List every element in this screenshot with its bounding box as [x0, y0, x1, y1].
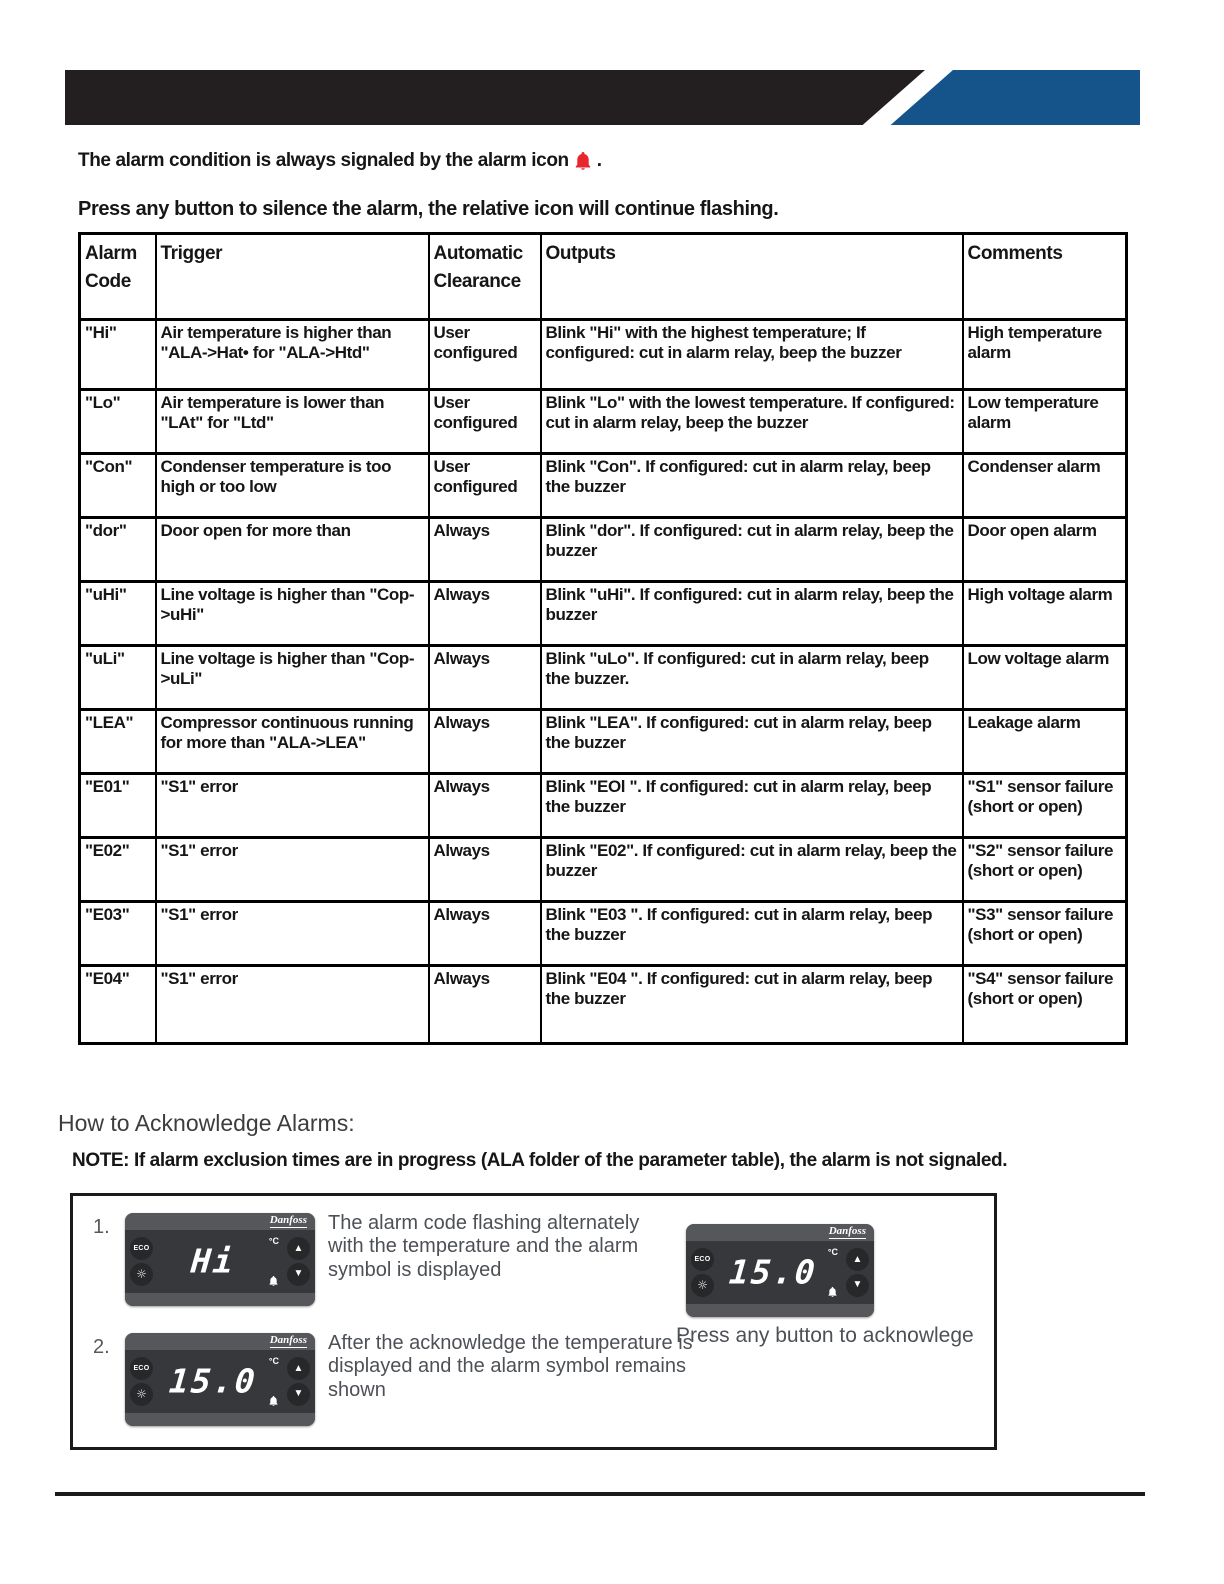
celsius-unit-label: °C: [268, 1236, 279, 1246]
table-row: [80, 646, 1127, 710]
col-header-comments: Comments: [963, 234, 1127, 320]
light-button: ☼: [691, 1274, 714, 1297]
seven-segment-display: [714, 1241, 846, 1304]
table-row: [80, 518, 1127, 582]
device-screen: [686, 1241, 874, 1304]
device-top-strip: [125, 1213, 315, 1230]
eco-button: ECO: [130, 1357, 153, 1380]
cell-trigger: Air temperature is lower than "LAt" for "Ltd": [156, 390, 429, 454]
intro-line: [78, 150, 602, 172]
note-bold: ALA: [486, 1150, 524, 1171]
display-value: 15.0: [727, 1252, 819, 1292]
cell-clearance: Always: [429, 902, 541, 966]
device-top-strip: [125, 1333, 315, 1350]
cell-clearance: User configured: [429, 390, 541, 454]
cell-comments: Low temperature alarm: [963, 390, 1127, 454]
cell-trigger: Line voltage is higher than "Cop->uLi": [156, 646, 429, 710]
controller-display-acknowledge: [686, 1224, 874, 1317]
device-bottom-strip: [686, 1304, 874, 1317]
down-arrow-button: ▼: [287, 1383, 310, 1406]
cell-trigger: Condenser temperature is too high or too low: [156, 454, 429, 518]
intro-suffix: .: [596, 150, 602, 171]
cell-clearance: Always: [429, 582, 541, 646]
cell-code: "E02": [80, 838, 156, 902]
cell-trigger: "S1" error: [156, 774, 429, 838]
cell-comments: Door open alarm: [963, 518, 1127, 582]
light-button: ☼: [130, 1383, 153, 1406]
acknowledge-caption: Press any button to acknowlege: [676, 1324, 974, 1347]
device-top-strip: [686, 1224, 874, 1241]
cell-clearance: Always: [429, 646, 541, 710]
table-row: [80, 774, 1127, 838]
col-header-trigger: Trigger: [156, 234, 429, 320]
cell-clearance: Always: [429, 518, 541, 582]
cell-comments: Condenser alarm: [963, 454, 1127, 518]
step-number: 1.: [93, 1216, 110, 1238]
col-header-outputs: Outputs: [541, 234, 963, 320]
note-label: NOTE:: [72, 1150, 130, 1171]
table-row: [80, 320, 1127, 390]
cell-clearance: User configured: [429, 320, 541, 390]
ack-section-heading: How to Acknowledge Alarms:: [58, 1110, 355, 1136]
celsius-unit-label: °C: [827, 1247, 838, 1257]
cell-code: "E03": [80, 902, 156, 966]
alarm-bell-icon: [575, 152, 591, 170]
cell-trigger: "S1" error: [156, 902, 429, 966]
eco-button: ECO: [691, 1248, 714, 1271]
cell-trigger: Compressor continuous running for more than "ALA->LEA": [156, 710, 429, 774]
display-value: 15.0: [167, 1361, 259, 1401]
note-post: folder of the parameter table), the alarm is not signaled.: [523, 1150, 1008, 1171]
cell-outputs: Blink "EOl ". If configured: cut in alarm relay, beep the buzzer: [541, 774, 963, 838]
device-screen: [125, 1350, 315, 1413]
alarm-bell-icon: [828, 1287, 837, 1297]
cell-trigger: Line voltage is higher than "Cop->uHi": [156, 582, 429, 646]
cell-code: "Con": [80, 454, 156, 518]
cell-comments: "S4" sensor failure (short or open): [963, 966, 1127, 1044]
cell-clearance: Always: [429, 966, 541, 1044]
table-row: [80, 710, 1127, 774]
down-arrow-button: ▼: [287, 1263, 310, 1286]
cell-outputs: Blink "Hi" with the highest temperature; If configured: cut in alarm relay, beep the buzzer: [541, 320, 963, 390]
cell-trigger: "S1" error: [156, 966, 429, 1044]
cell-comments: High temperature alarm: [963, 320, 1127, 390]
down-arrow-button: ▼: [846, 1274, 869, 1297]
table-row: [80, 966, 1127, 1044]
up-arrow-button: ▲: [287, 1357, 310, 1380]
intro-text: The alarm condition is always signaled by the alarm icon: [78, 150, 569, 171]
table-row: [80, 902, 1127, 966]
cell-code: "uLi": [80, 646, 156, 710]
cell-outputs: Blink "Con". If configured: cut in alarm relay, beep the buzzer: [541, 454, 963, 518]
note-pre: If alarm exclusion times are in progress (: [129, 1150, 487, 1171]
device-right-buttons: [846, 1241, 869, 1304]
device-right-buttons: [287, 1230, 310, 1293]
cell-comments: High voltage alarm: [963, 582, 1127, 646]
eco-button: ECO: [130, 1237, 153, 1260]
table-row: [80, 390, 1127, 454]
cell-comments: Leakage alarm: [963, 710, 1127, 774]
cell-code: "dor": [80, 518, 156, 582]
cell-trigger: Air temperature is higher than "ALA->Hat• for "ALA->Htd": [156, 320, 429, 390]
cell-trigger: Door open for more than: [156, 518, 429, 582]
controller-display-step1: [125, 1213, 315, 1306]
alarm-bell-icon: [269, 1276, 278, 1286]
device-left-buttons: [130, 1230, 153, 1293]
up-arrow-button: ▲: [287, 1237, 310, 1260]
controller-display-step2: [125, 1333, 315, 1426]
cell-outputs: Blink "Lo" with the lowest temperature. If configured: cut in alarm relay, beep the buzzer: [541, 390, 963, 454]
footer-divider: [55, 1492, 1145, 1496]
table-row: [80, 454, 1127, 518]
cell-comments: Low voltage alarm: [963, 646, 1127, 710]
seven-segment-display: [153, 1230, 287, 1293]
cell-outputs: Blink "LEA". If configured: cut in alarm relay, beep the buzzer: [541, 710, 963, 774]
cell-outputs: Blink "uLo". If configured: cut in alarm relay, beep the buzzer.: [541, 646, 963, 710]
brand-logo: Danfoss: [828, 1225, 866, 1237]
device-left-buttons: [691, 1241, 714, 1304]
cell-clearance: User configured: [429, 454, 541, 518]
step-number: 2.: [93, 1336, 110, 1358]
cell-clearance: Always: [429, 774, 541, 838]
step1-text: The alarm code flashing alternately with the temperature and the alarm symbol is displayed: [328, 1212, 640, 1281]
cell-clearance: Always: [429, 710, 541, 774]
device-right-buttons: [287, 1350, 310, 1413]
brand-logo: Danfoss: [269, 1334, 307, 1346]
cell-code: "Lo": [80, 390, 156, 454]
device-bottom-strip: [125, 1413, 315, 1426]
cell-code: "E04": [80, 966, 156, 1044]
step2-text: After the acknowledge the temperature is displayed and the alarm symbol remains shown: [328, 1332, 693, 1401]
light-button: ☼: [130, 1263, 153, 1286]
acknowledge-figure: [70, 1193, 997, 1450]
col-header-automatic-clearance: Automatic Clearance: [429, 234, 541, 320]
cell-outputs: Blink "E03 ". If configured: cut in alarm relay, beep the buzzer: [541, 902, 963, 966]
silence-line: Press any button to silence the alarm, the relative icon will continue flashing.: [78, 198, 779, 220]
device-left-buttons: [130, 1350, 153, 1413]
cell-trigger: "S1" error: [156, 838, 429, 902]
table-row: [80, 838, 1127, 902]
cell-clearance: Always: [429, 838, 541, 902]
cell-code: "uHi": [80, 582, 156, 646]
cell-comments: "S3" sensor failure (short or open): [963, 902, 1127, 966]
cell-outputs: Blink "uHi". If configured: cut in alarm relay, beep the buzzer: [541, 582, 963, 646]
cell-comments: "S2" sensor failure (short or open): [963, 838, 1127, 902]
celsius-unit-label: °C: [268, 1356, 279, 1366]
device-bottom-strip: [125, 1293, 315, 1306]
cell-code: "Hi": [80, 320, 156, 390]
cell-code: "E01": [80, 774, 156, 838]
cell-comments: "S1" sensor failure (short or open): [963, 774, 1127, 838]
alarm-table: [78, 232, 1128, 1045]
table-header-row: [80, 234, 1127, 320]
cell-outputs: Blink "E04 ". If configured: cut in alarm relay, beep the buzzer: [541, 966, 963, 1044]
cell-outputs: Blink "dor". If configured: cut in alarm relay, beep the buzzer: [541, 518, 963, 582]
display-value: Hi: [189, 1241, 237, 1281]
alarm-bell-icon: [269, 1396, 278, 1406]
table-row: [80, 582, 1127, 646]
cell-outputs: Blink "E02". If configured: cut in alarm relay, beep the buzzer: [541, 838, 963, 902]
note-line: [72, 1150, 1007, 1172]
up-arrow-button: ▲: [846, 1248, 869, 1271]
cell-code: "LEA": [80, 710, 156, 774]
brand-logo: Danfoss: [269, 1214, 307, 1226]
col-header-alarm-code: Alarm Code: [80, 234, 156, 320]
page-header-banner: [65, 70, 1140, 125]
seven-segment-display: [153, 1350, 287, 1413]
device-screen: [125, 1230, 315, 1293]
